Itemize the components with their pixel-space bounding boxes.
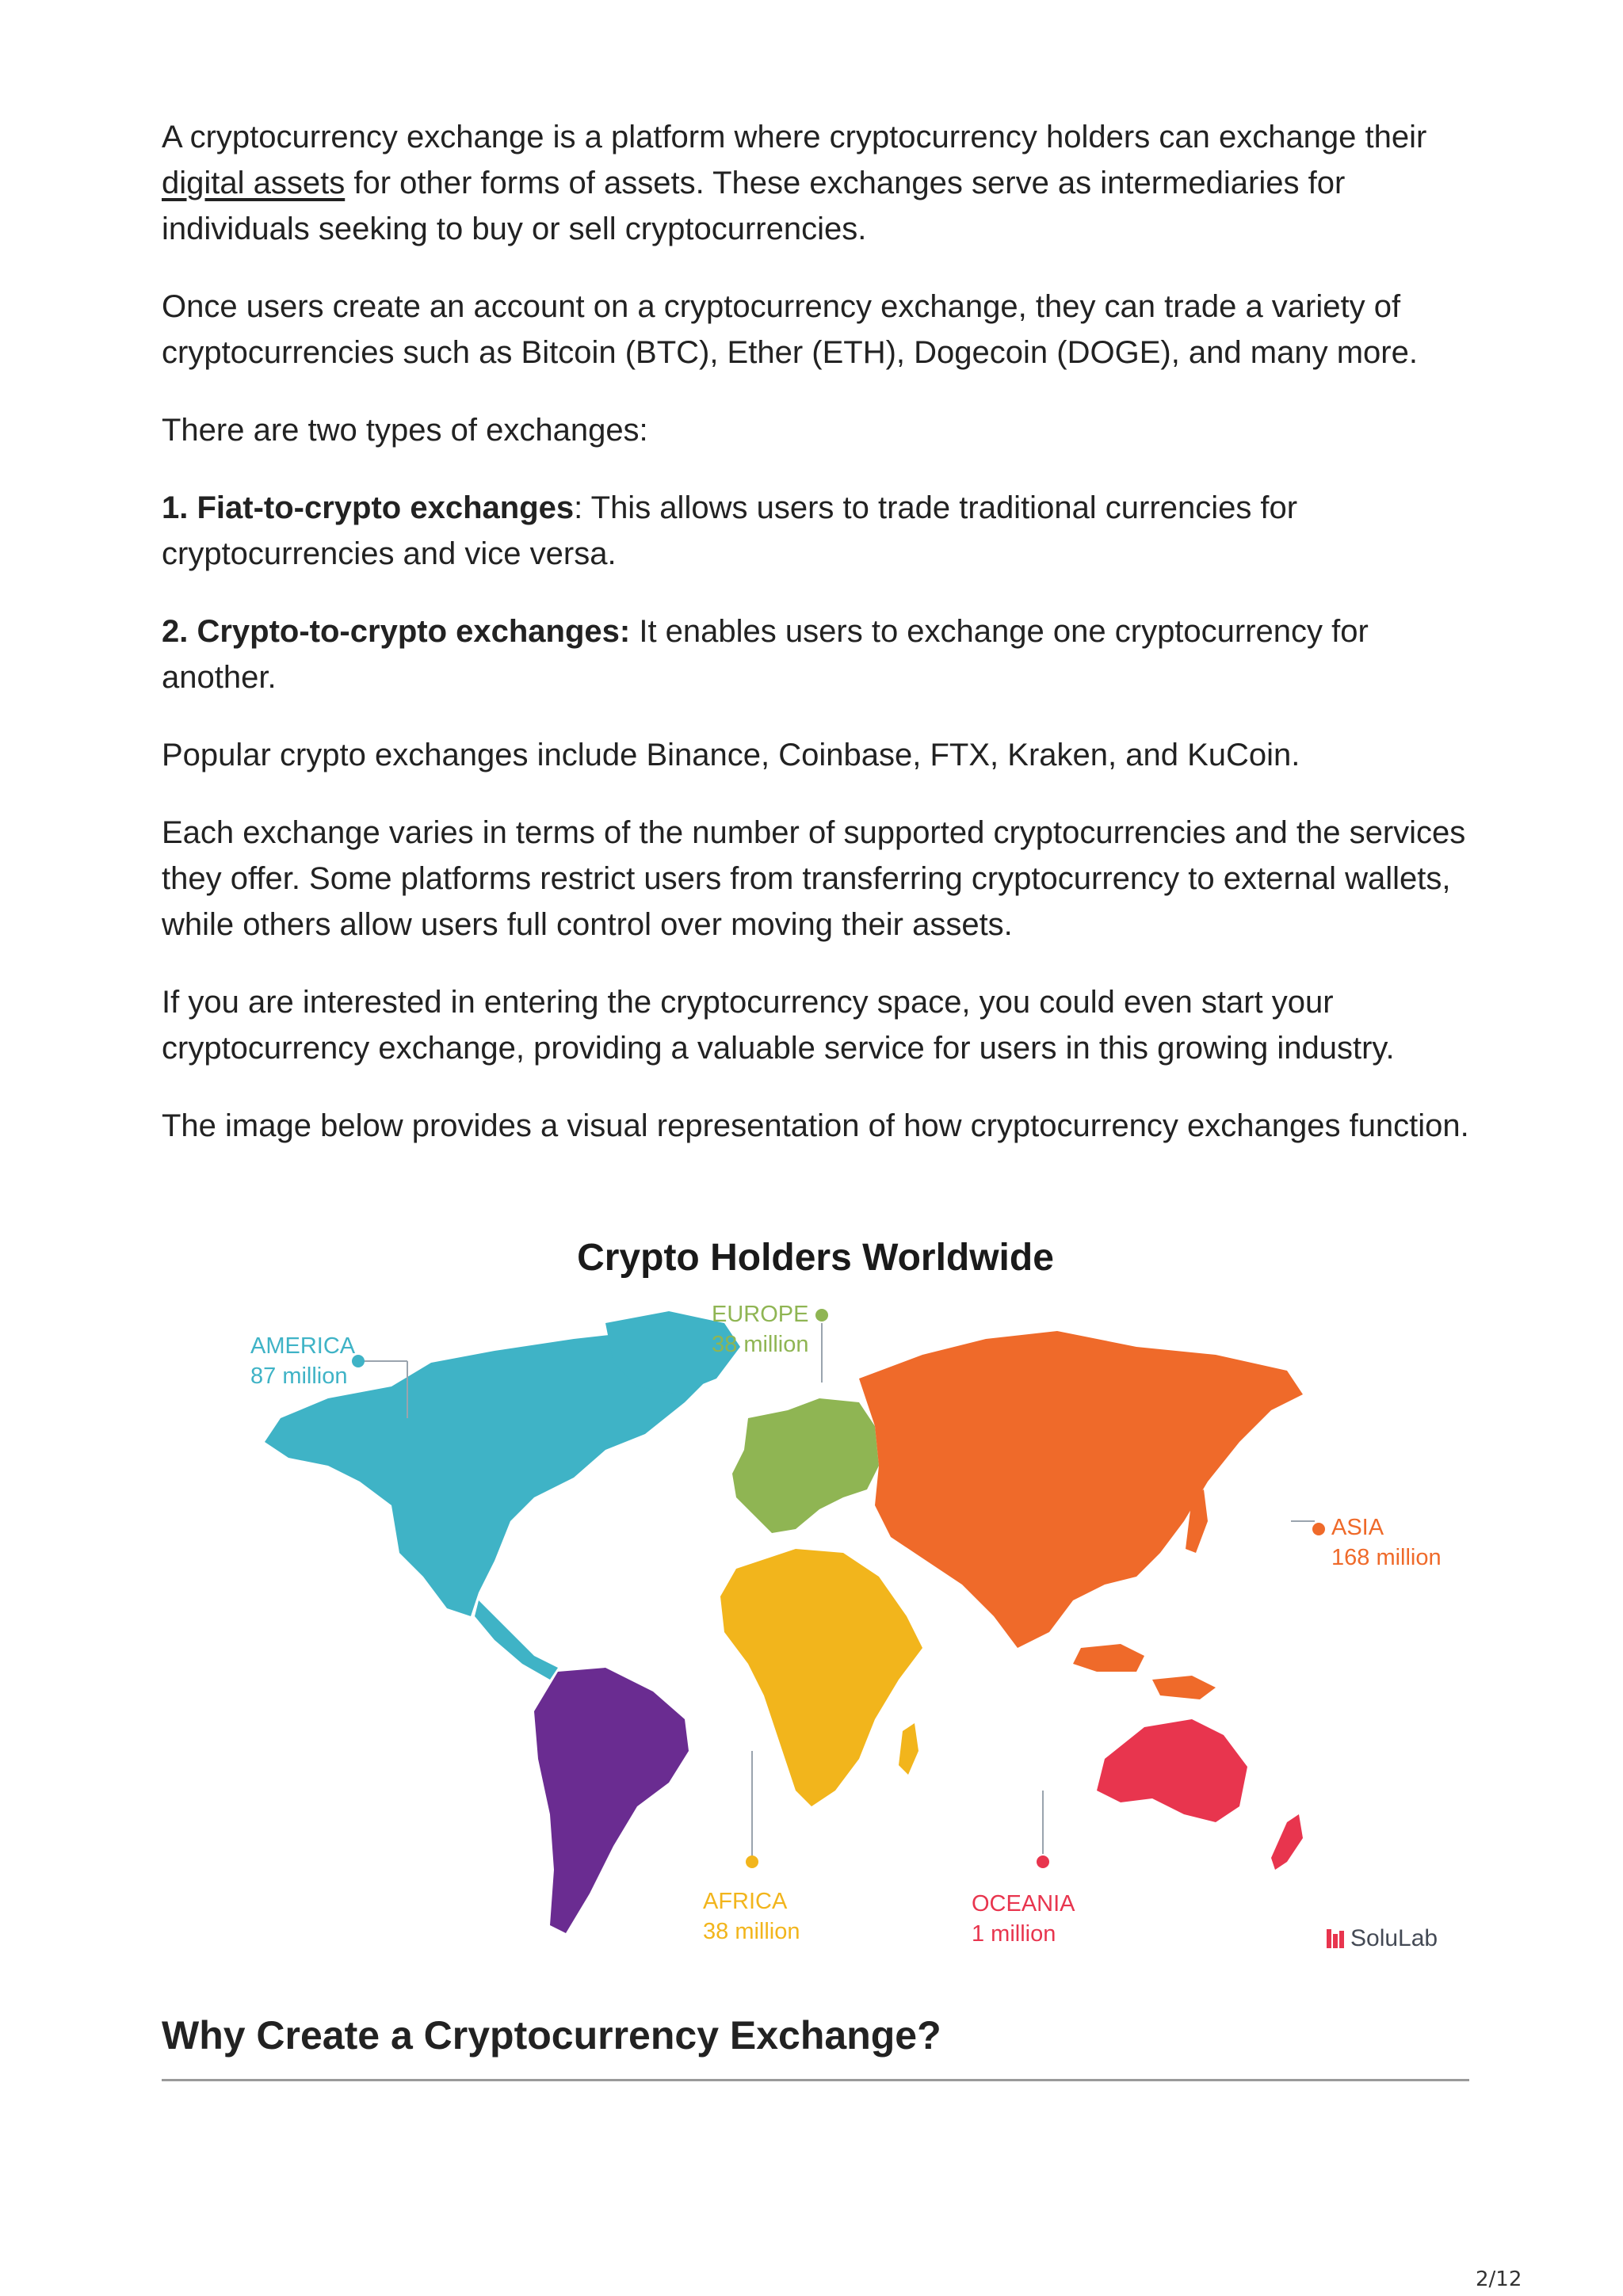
region-label-oceania (972, 1889, 1075, 1949)
paragraph-image-intro: The image below provides a visual representation of how cryptocurrency exchanges function. (162, 1108, 1469, 1143)
new-zealand-shape (1271, 1814, 1303, 1870)
asia-dot (1312, 1523, 1325, 1535)
paragraph-intro: A cryptocurrency exchange is a platform where cryptocurrency holders can exchange their digital assets for other forms of assets. These exchanges serve as intermediaries for individuals seeking to buy or sell cryptocurrencies. (162, 120, 1427, 246)
paragraph-exchange-variety: Each exchange varies in terms of the number of supported cryptocurrencies and the services they offer. Some platforms restrict users from transferring cryptocurrency to external wallets, while others allow users full control over moving their assets. (162, 815, 1466, 942)
article-body (162, 114, 1469, 1180)
world-map (162, 1236, 1469, 1965)
page-number: 2/12 (1476, 2267, 1522, 2291)
europe-dot (815, 1309, 828, 1322)
asia-shape (859, 1331, 1303, 1648)
madagascar-shape (899, 1723, 918, 1775)
section-heading: Why Create a Cryptocurrency Exchange? (162, 2012, 1469, 2081)
region-name: AFRICA (703, 1889, 788, 1914)
region-count: 87 million (250, 1363, 348, 1389)
region-label-america (250, 1331, 355, 1391)
digital-assets-link[interactable]: digital assets (162, 166, 346, 200)
list-item-crypto-to-crypto: 2. Crypto-to-crypto exchanges: It enables users to exchange one cryptocurrency for another. (162, 614, 1369, 695)
region-label-asia (1331, 1512, 1442, 1573)
crypto-holders-map-figure (162, 1236, 1469, 1965)
region-count: 38 million (703, 1919, 800, 1944)
region-name: AMERICA (250, 1333, 356, 1359)
europe-shape (732, 1398, 879, 1533)
map-title: Crypto Holders Worldwide (577, 1237, 1054, 1279)
indonesia-islands-shape (1152, 1676, 1216, 1699)
central-america-shape (475, 1600, 558, 1680)
region-name: OCEANIA (972, 1891, 1075, 1917)
paragraph-types-intro: There are two types of exchanges: (162, 413, 648, 448)
list-item-crypto-to-crypto-title: 2. Crypto-to-crypto exchanges: (162, 614, 631, 649)
paragraph-start-exchange: If you are interested in entering the cryptocurrency space, you could even start your cryptocurrency exchange, providing a valuable service for users in this growing industry. (162, 985, 1395, 1066)
solulab-logo-icon (1327, 1929, 1344, 1948)
region-count: 168 million (1331, 1545, 1442, 1570)
region-label-europe (712, 1299, 809, 1360)
paragraph-trading: Once users create an account on a cryptocurrency exchange, they can trade a variety of cryptocurrencies such as Bitcoin (BTC), Ether (ETH), Dogecoin (DOGE), and many more. (162, 289, 1418, 370)
africa-shape (720, 1549, 922, 1806)
region-name: ASIA (1331, 1515, 1384, 1540)
paragraph-popular-exchanges: Popular crypto exchanges include Binance, Coinbase, FTX, Kraken, and KuCoin. (162, 738, 1300, 772)
solulab-logo-text: SoluLab (1350, 1925, 1438, 1951)
oceania-dot (1037, 1855, 1049, 1868)
south-america-shape (534, 1668, 689, 1933)
list-item-fiat-to-crypto-title: 1. Fiat-to-crypto exchanges (162, 490, 575, 525)
southeast-asia-islands-shape (1073, 1644, 1144, 1672)
africa-dot (746, 1855, 758, 1868)
solulab-logo (1327, 1925, 1438, 1952)
region-count: 1 million (972, 1921, 1056, 1947)
region-name: EUROPE (712, 1302, 809, 1327)
region-count: 38 million (712, 1332, 809, 1357)
australia-shape (1097, 1719, 1247, 1822)
list-item-fiat-to-crypto: 1. Fiat-to-crypto exchanges: This allows users to trade traditional currencies for cryptocurrencies and vice versa. (162, 490, 1298, 571)
region-label-africa (703, 1886, 800, 1947)
